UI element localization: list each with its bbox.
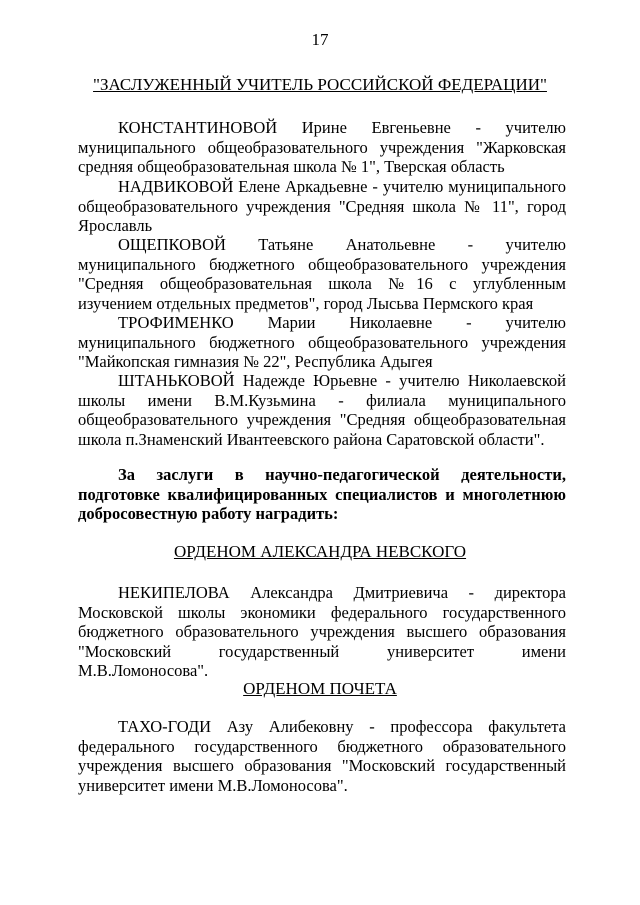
award-entry: НАДВИКОВОЙ Елене Аркадьевне - учителю муниципального общеобразовательного учреждения "Средняя школа № 11", город Ярославль: [78, 177, 566, 236]
award-entry: КОНСТАНТИНОВОЙ Ирине Евгеньевне - учителю муниципального общеобразовательного учреждения "Жарковская средняя общеобразовательная школа № 1", Тверская область: [78, 118, 566, 177]
award-entry: ОЩЕПКОВОЙ Татьяне Анатольевне - учителю муниципального бюджетного общеобразовательного учреждения "Средняя общеобразовательная школа №16 с углубленным изучением отдельных предметов", город Лысьва Пермского края: [78, 235, 566, 313]
section-heading-honored-teacher: "ЗАСЛУЖЕННЫЙ УЧИТЕЛЬ РОССИЙСКОЙ ФЕДЕРАЦИИ": [93, 75, 547, 94]
page-number: 17: [311, 30, 329, 49]
section-heading-order-honor: ОРДЕНОМ ПОЧЕТА: [243, 679, 397, 698]
section-heading-order-nevsky: ОРДЕНОМ АЛЕКСАНДРА НЕВСКОГО: [173, 542, 467, 561]
award-entry: ШТАНЬКОВОЙ Надежде Юрьевне - учителю Николаевской школы имени В.М.Кузьмина - филиала муниципального общеобразовательного учреждения "Средняя общеобразовательная школа п.Знаменский Ивантеевского района Саратовской области".: [78, 371, 566, 449]
award-entry: НЕКИПЕЛОВА Александра Дмитриевича - директора Московской школы экономики федерального государственного бюджетного образовательного учреждения высшего образования "Московский государственный университет имени М.В.Ломоносова".: [78, 583, 566, 681]
award-entry: ТРОФИМЕНКО Марии Николаевне - учителю муниципального бюджетного общеобразовательного учреждения "Майкопская гимназия № 22", Республика Адыгея: [78, 313, 566, 372]
award-entry: ТАХО-ГОДИ Азу Алибековну - профессора факультета федерального государственного бюджетного образовательного учреждения высшего образования "Московский государственный университет имени М.В.Ломоносова".: [78, 717, 566, 795]
decree-text: За заслуги в научно-педагогической деятельности, подготовке квалифицированных специалистов и многолетнюю добросовестную работу наградить:: [78, 465, 566, 524]
